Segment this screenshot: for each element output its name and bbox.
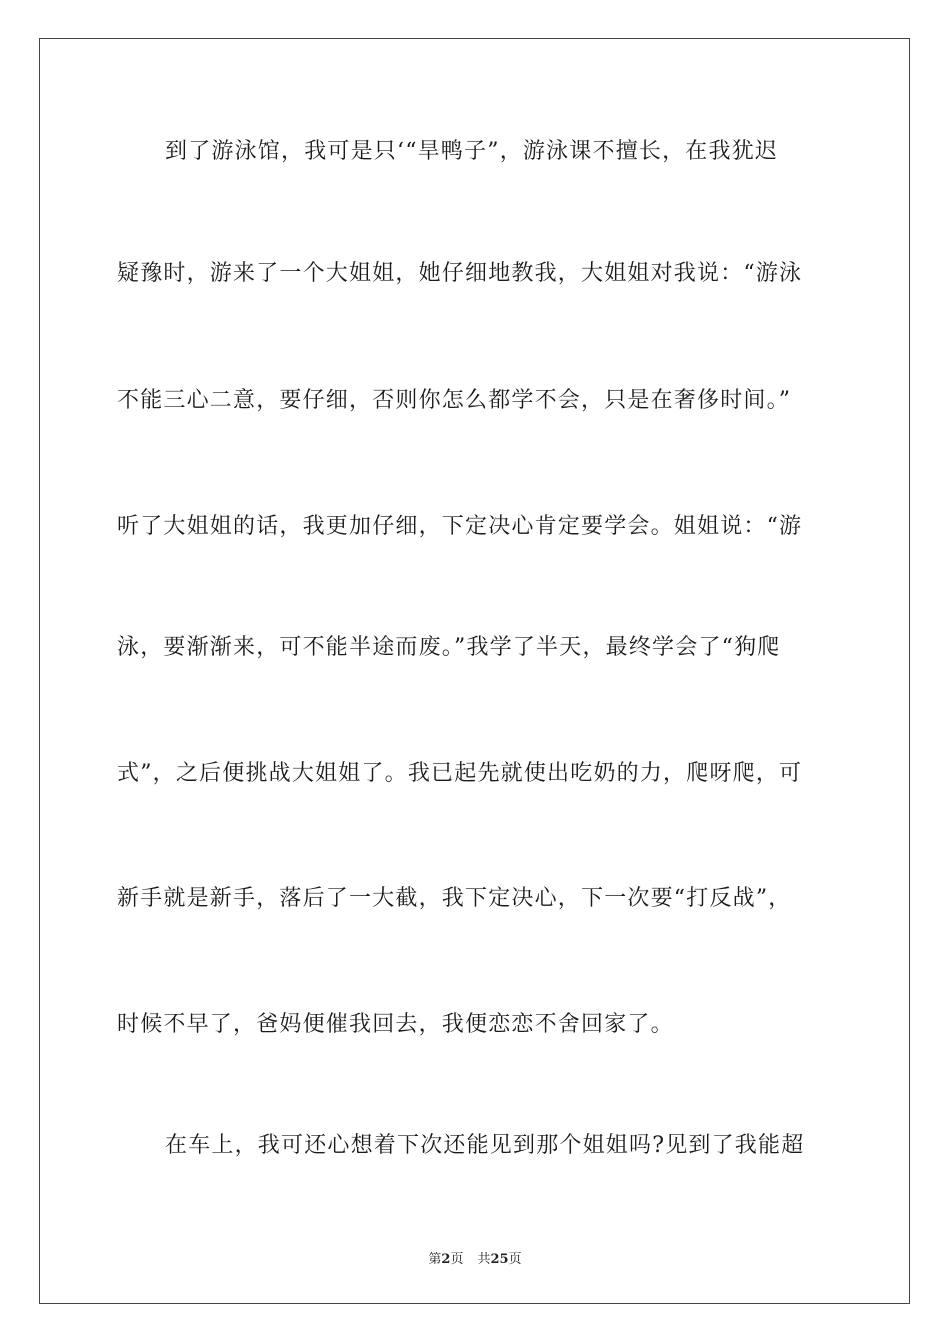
paragraph-line: 泳，要渐渐来，可不能半途而废。”我学了半天，最终学会了“狗爬 — [117, 635, 781, 660]
total-page-count: 25 — [490, 1252, 509, 1267]
total-suffix: 页 — [508, 1252, 522, 1267]
paragraph-line: 在车上，我可还心想着下次还能见到那个姐姐吗?见到了我能超 — [165, 1133, 805, 1158]
paragraph-line: 听了大姐姐的话，我更加仔细，下定决心肯定要学会。姐姐说：“游 — [117, 514, 803, 539]
paragraph-line: 疑豫时，游来了一个大姐姐，她仔细地教我，大姐姐对我说：“游泳 — [117, 261, 803, 286]
page-footer — [0, 1248, 950, 1267]
paragraph-line: 时候不早了，爸妈便催我回去，我便恋恋不舍回家了。 — [117, 1012, 674, 1037]
total-prefix: 共 — [477, 1252, 491, 1267]
paragraph-line: 新手就是新手，落后了一大截，我下定决心，下一次要“打反战”， — [117, 886, 792, 911]
page-prefix: 第 — [428, 1252, 442, 1267]
paragraph-line: 不能三心二意，要仔细，否则你怎么都学不会，只是在奢侈时间。” — [117, 388, 792, 413]
page-border — [39, 38, 910, 1304]
paragraph-line: 到了游泳馆，我可是只‘“旱鸭子”，游泳课不擅长，在我犹迟 — [165, 139, 779, 164]
paragraph-line: 式”，之后便挑战大姐姐了。我已起先就使出吃奶的力，爬呀爬，可 — [117, 761, 803, 786]
current-page-number: 2 — [441, 1252, 451, 1267]
page-suffix: 页 — [450, 1252, 464, 1267]
